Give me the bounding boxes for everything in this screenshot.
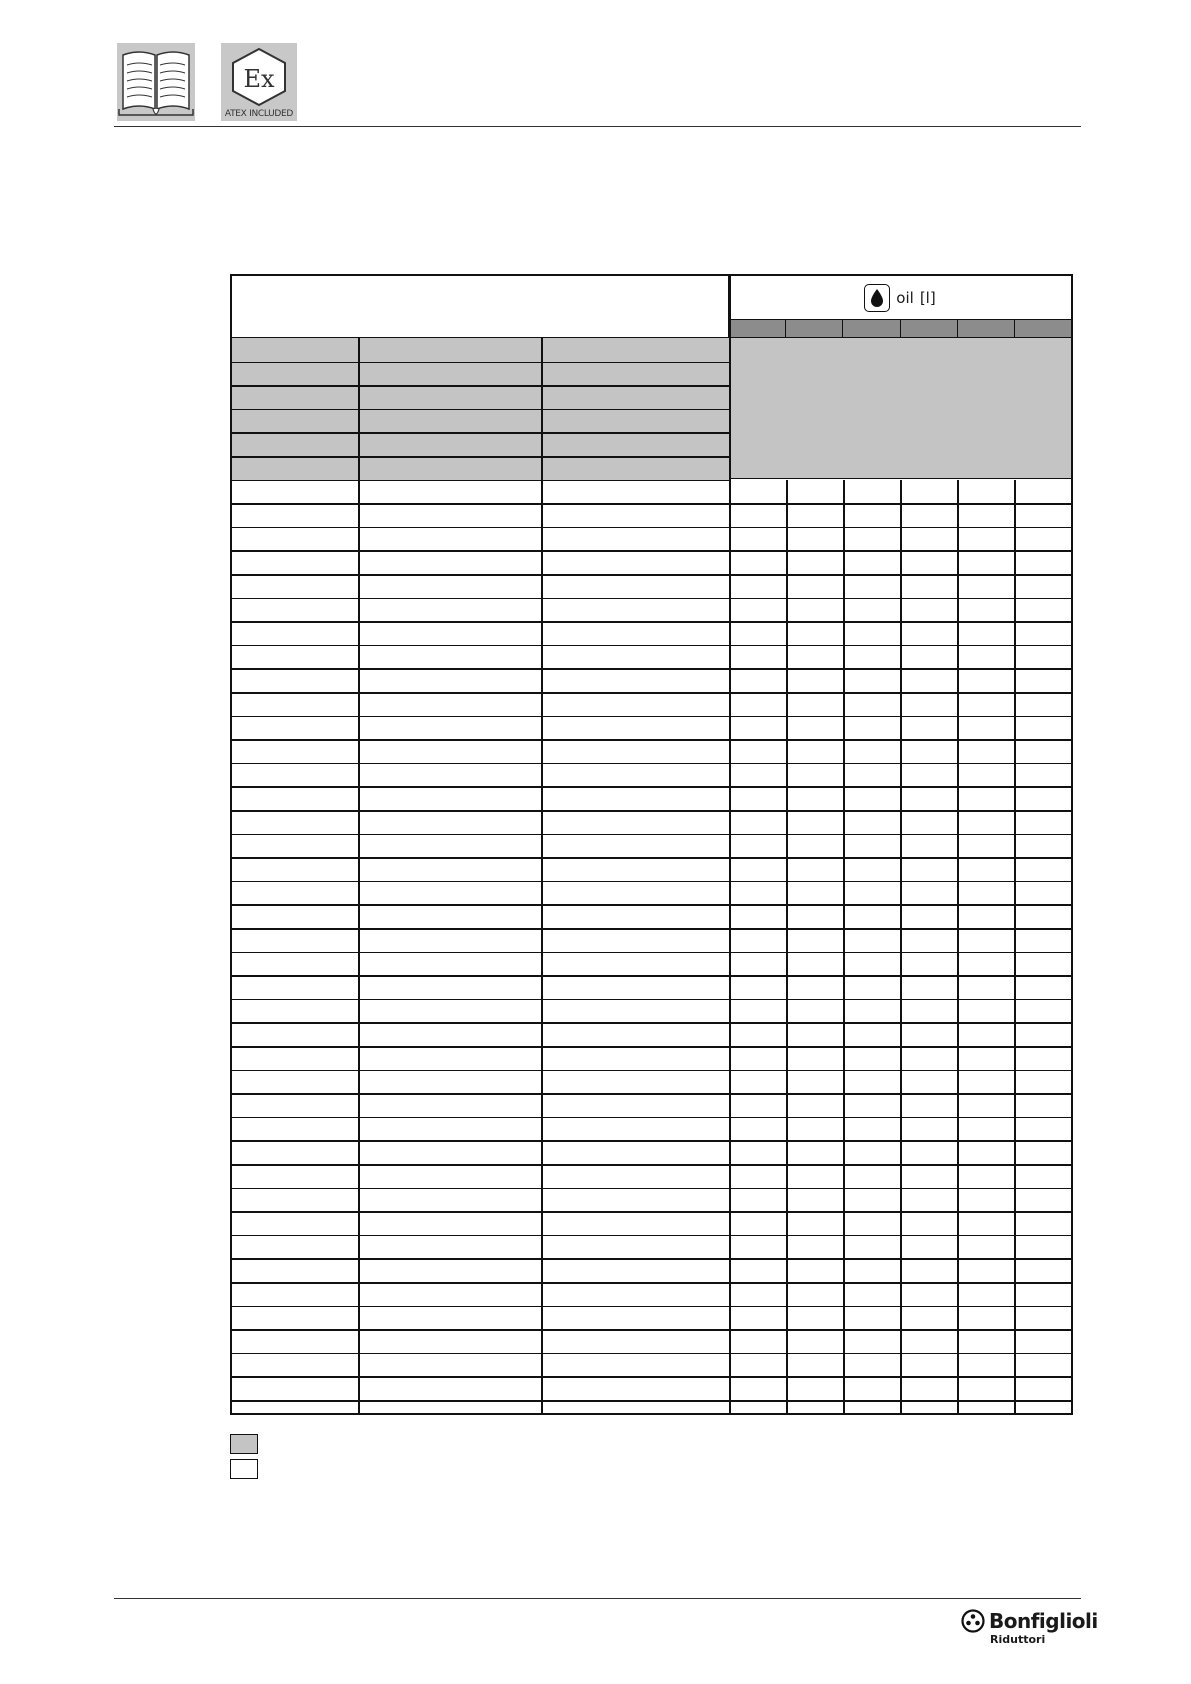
- oil-drop-icon: [864, 284, 890, 312]
- footer-divider: [114, 1598, 1081, 1599]
- header-divider: [114, 126, 1081, 127]
- table-row-line: [232, 480, 729, 482]
- bonfiglioli-logo: [961, 1609, 1098, 1633]
- mounting-position-cell: [729, 320, 786, 337]
- oil-column-line: [900, 480, 902, 1413]
- table-row-line: [232, 456, 729, 458]
- lubricant-table: [230, 274, 1073, 1415]
- table-column-line: [358, 338, 360, 1413]
- oil-column-line: [786, 480, 788, 1413]
- mounting-position-cell: [901, 320, 958, 337]
- oil-column-line: [843, 480, 845, 1413]
- bonfiglioli-logo-icon: [961, 1609, 985, 1633]
- brand-subtitle: Riduttori: [990, 1633, 1046, 1646]
- legend: [230, 1432, 268, 1482]
- oil-quantity-header: [729, 276, 1071, 319]
- table-row-line: [232, 362, 729, 364]
- table-header-blank: [232, 276, 729, 338]
- table-row-line: [232, 432, 729, 434]
- legend-swatch-grey: [230, 1434, 258, 1454]
- mounting-position-row: [729, 319, 1071, 338]
- legend-item: [230, 1457, 268, 1480]
- table-row-line: [232, 409, 729, 411]
- atex-label: ATEX INCLUDED: [224, 109, 294, 119]
- legend-item: [230, 1432, 268, 1455]
- header-icons: [117, 43, 297, 121]
- mounting-position-cell: [958, 320, 1015, 337]
- oil-column-line: [957, 480, 959, 1413]
- oil-label: oil: [896, 288, 914, 307]
- open-book-icon: [117, 43, 195, 121]
- ex-hexagon-icon: [221, 43, 297, 121]
- mounting-position-cell: [843, 320, 900, 337]
- oil-column-line: [1014, 480, 1016, 1413]
- grey-oil-block: [729, 338, 1071, 479]
- table-row-line: [232, 385, 729, 387]
- oil-unit: [l]: [919, 288, 936, 307]
- brand-name: Bonfiglioli: [989, 1609, 1098, 1633]
- svg-text:Ex: Ex: [243, 65, 275, 93]
- table-column-line: [541, 338, 543, 1413]
- legend-swatch-white: [230, 1459, 258, 1479]
- mounting-position-cell: [786, 320, 843, 337]
- table-column-line: [729, 276, 731, 1413]
- mounting-position-cell: [1015, 320, 1071, 337]
